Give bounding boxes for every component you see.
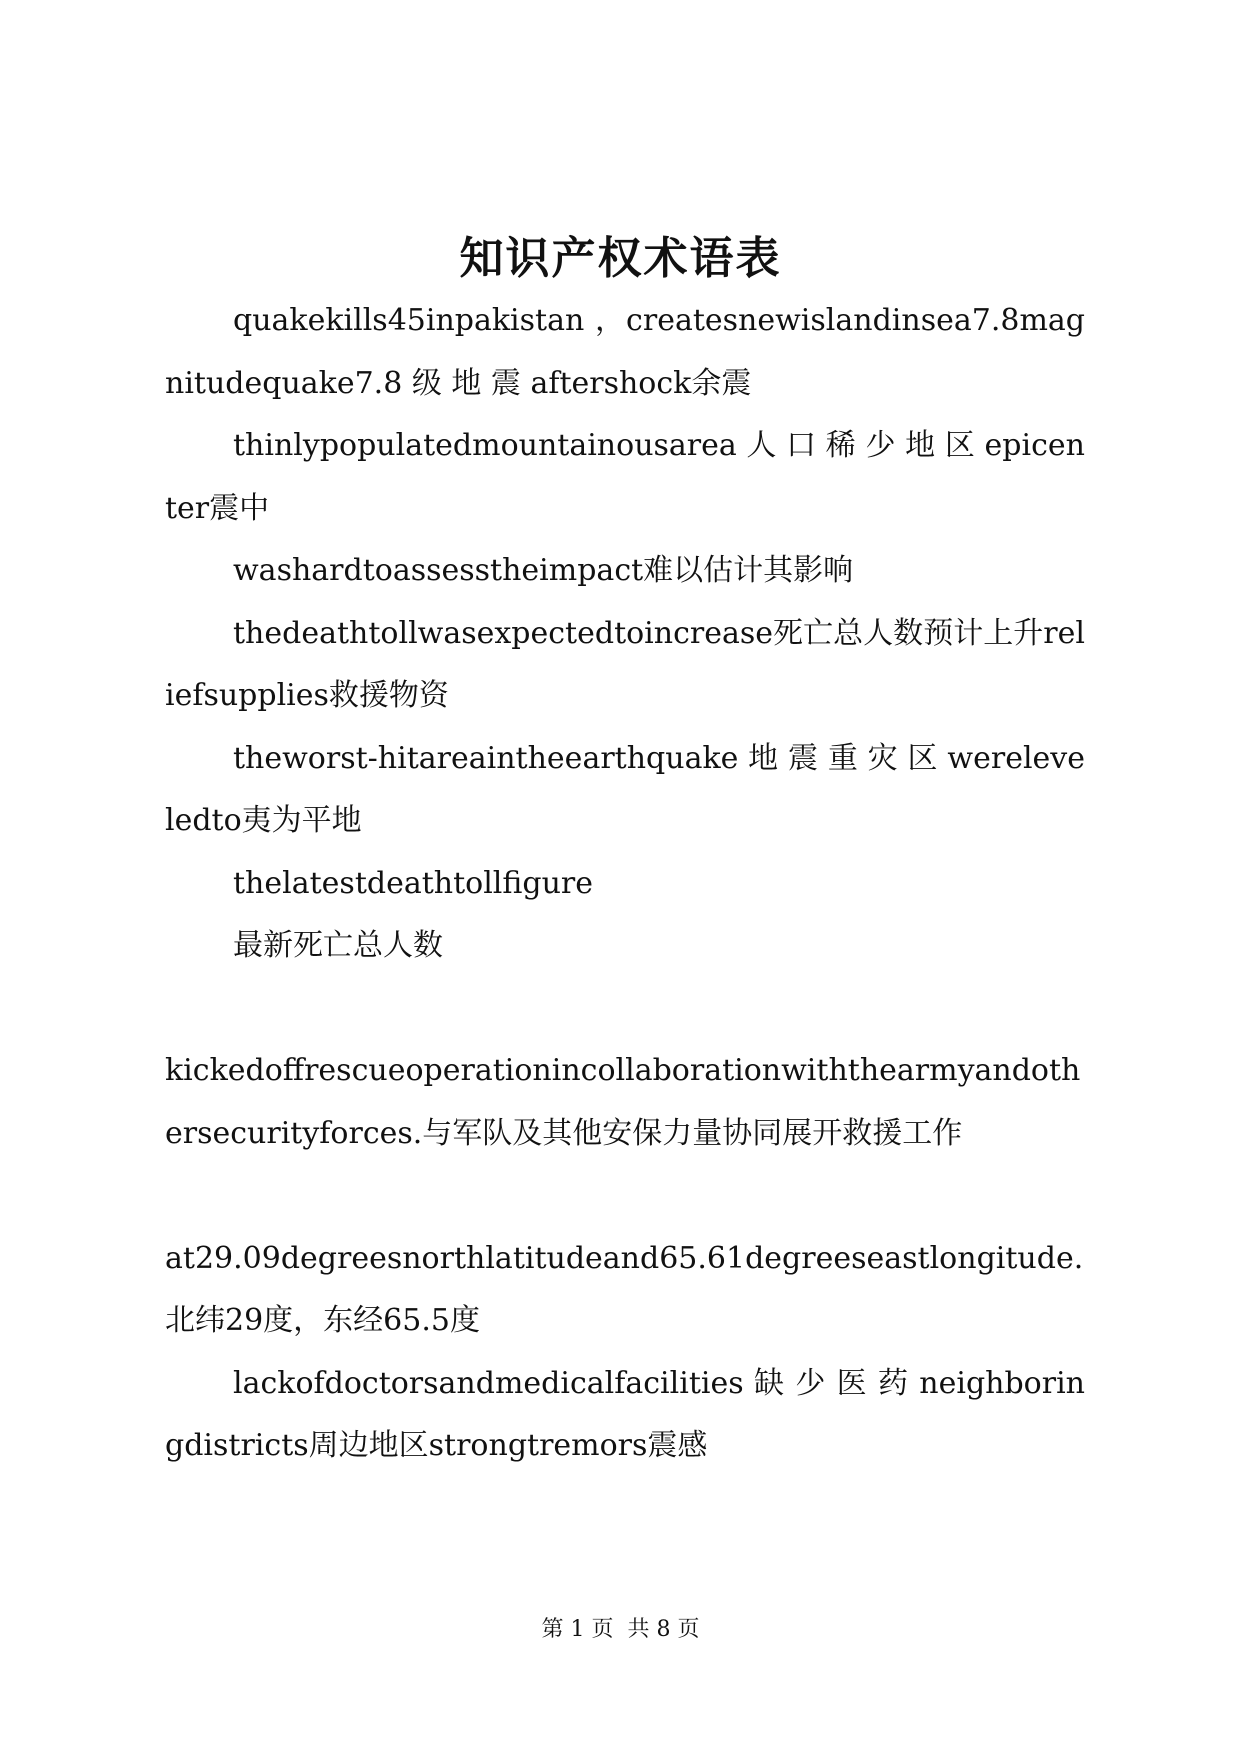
paragraph: thinlypopulatedmountainousarea 人 口 稀 少 地 区 epicenter震中 (165, 428, 1085, 526)
paragraph: thedeathtollwasexpectedtoincrease死亡总人数预计上升reliefsupplies救援物资 (165, 615, 1085, 713)
paragraph: theworst-hitareaintheearthquake 地 震 重 灾 区 wereleveledto夷为平地 (165, 740, 1085, 838)
paragraph: washardtoassesstheimpact难以估计其影响 (233, 553, 854, 588)
document-title: 知识产权术语表 (459, 233, 782, 284)
paragraph: at29.09degreesnorthlatitudeand65.61degreeseastlongitude.北纬29度，东经65.5度 (165, 1240, 1084, 1338)
page-footer (0, 1612, 1241, 1643)
paragraph-spacer (165, 978, 1085, 1041)
page-number: 第 1 页 (541, 1617, 614, 1642)
page-total: 共 8 页 (627, 1617, 700, 1642)
paragraph: 最新死亡总人数 (233, 928, 443, 963)
paragraph: thelatestdeathtollfigure (233, 865, 594, 901)
paragraph: quakekills45inpakistan ，createsnewislandinsea7.8magnitudequake7.8 级 地 震 aftershock余震 (165, 303, 1085, 401)
document-body (165, 290, 1085, 1478)
paragraph: lackofdoctorsandmedicalfacilities 缺 少 医 药 neighboringdistricts周边地区strongtremors震感 (165, 1365, 1085, 1463)
paragraph-spacer (165, 1165, 1085, 1228)
paragraph: kickedoffrescueoperationincollaborationwiththearmyandothersecurityforces.与军队及其他安保力量协同展开救援工作 (165, 1053, 1081, 1151)
